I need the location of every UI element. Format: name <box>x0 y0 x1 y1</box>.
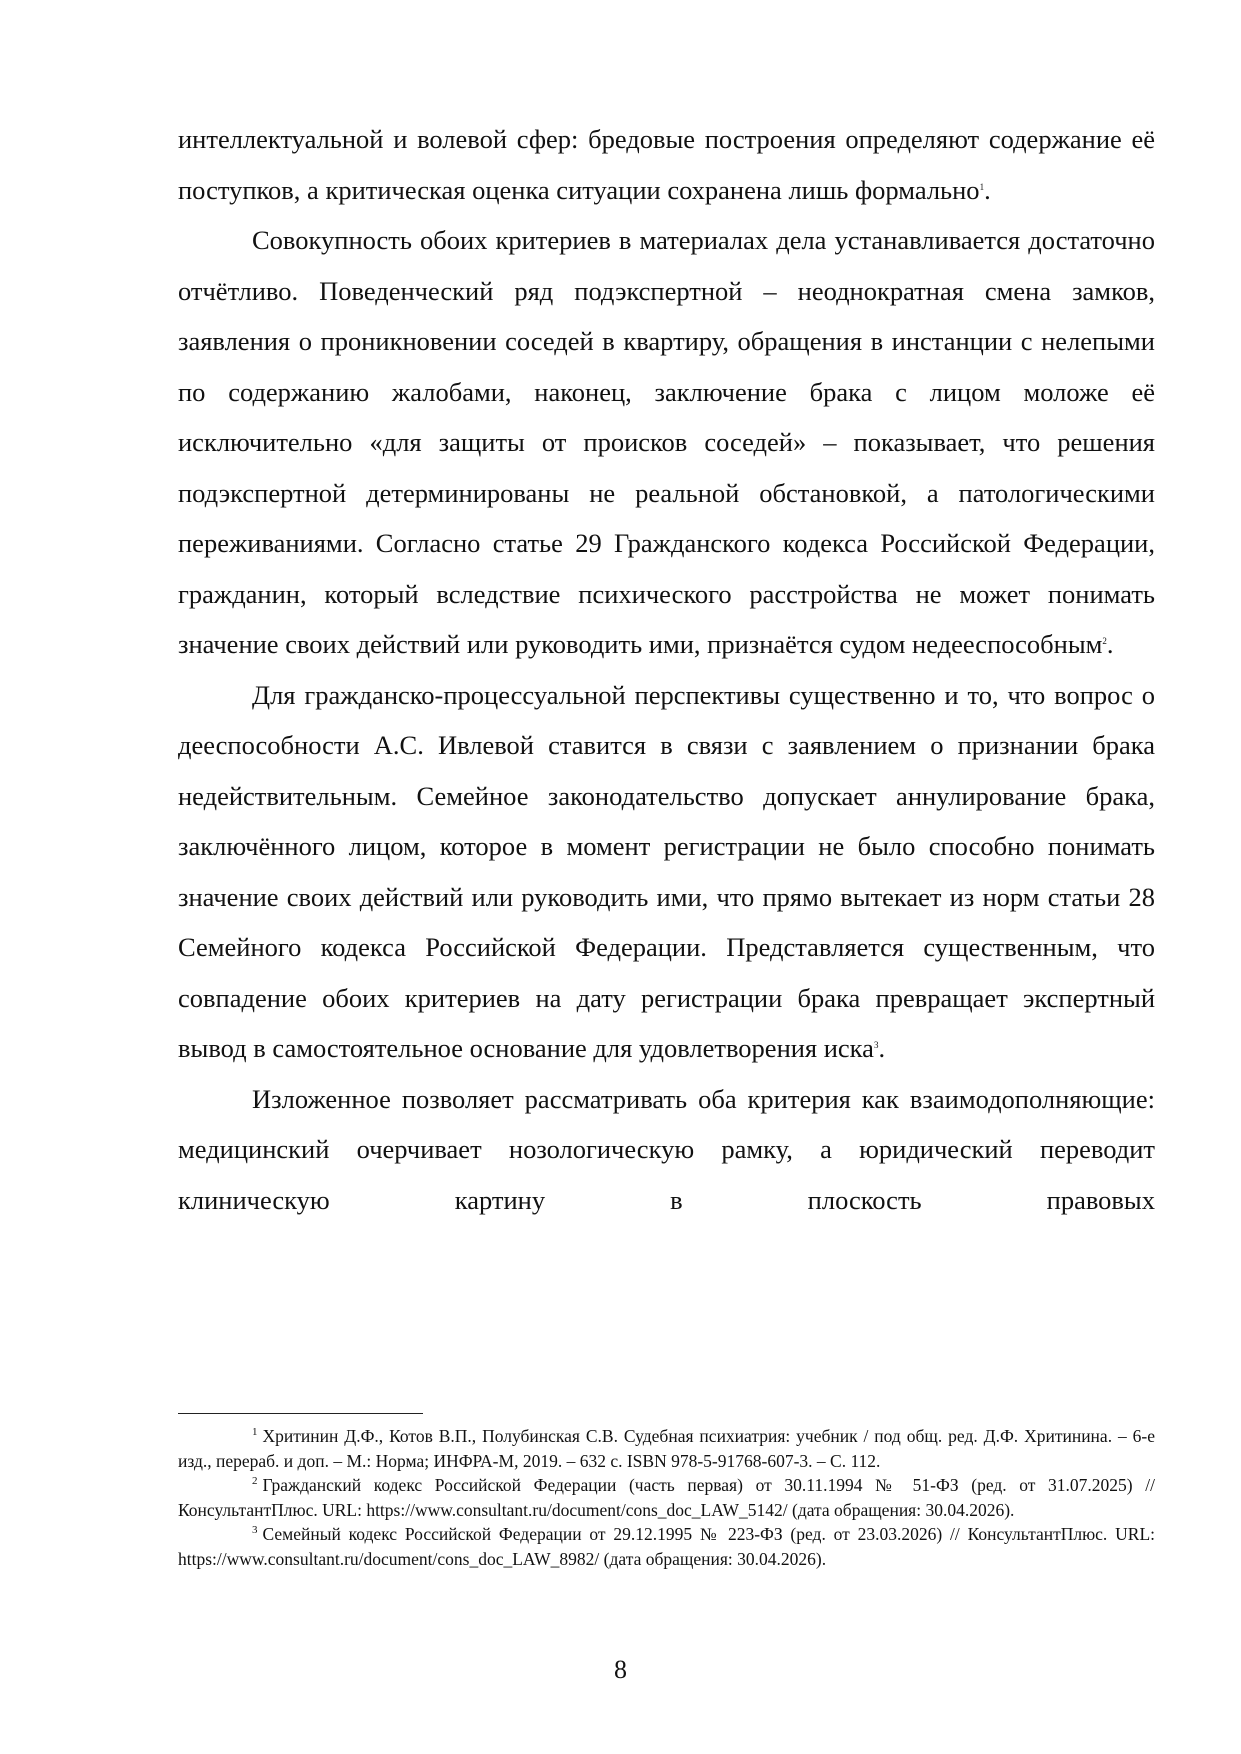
footnote-ref[interactable]: 1 <box>979 181 985 192</box>
footnote <box>178 1522 1155 1571</box>
paragraph-tail: . <box>1106 629 1114 659</box>
footnote-text: Гражданский кодекс Российской Федерации (часть первая) от 30.11.1994 № 51-ФЗ (ред. от 31.07.2025) // КонсультантПлюс. URL: https://www.consultant.ru/document/cons_doc_LAW_5142/ (дата обращения: 30.04.2026). <box>178 1475 1155 1520</box>
paragraph <box>178 215 1155 670</box>
page-number: 8 <box>614 1655 627 1684</box>
paragraph <box>178 1074 1155 1226</box>
paragraph-text: Изложенное позволяет рассматривать оба критерия как взаимодополняющие: медицинский очерчивает нозологическую рамку, а юридический переводит клиническую картину в плоскость правовых <box>178 1083 1155 1215</box>
footnote <box>178 1424 1155 1473</box>
footnote-number: 2 <box>252 1475 258 1487</box>
footnote-text: Семейный кодекс Российской Федерации от 29.12.1995 № 223-ФЗ (ред. от 23.03.2026) // КонсультантПлюс. URL: https://www.consultant.ru/document/cons_doc_LAW_8982/ (дата обращения: 30.04.2026). <box>178 1524 1155 1569</box>
footnote-ref[interactable]: 2 <box>1102 636 1107 646</box>
footnote-number: 1 <box>252 1426 258 1438</box>
paragraph-text: интеллектуальной и волевой сфер: бредовые построения определяют содержание её поступков, а критическая оценка ситуации сохранена лишь формально <box>178 124 1155 205</box>
paragraph-continuation <box>178 114 1155 215</box>
body-text <box>178 114 1155 1225</box>
footnotes <box>178 1424 1155 1571</box>
footnote-text: Хритинин Д.Ф., Котов В.П., Полубинская С.В. Судебная психиатрия: учебник / под общ. ред. Д.Ф. Хритинина. – 6-е изд., перераб. и доп. – М.: Норма; ИНФРА-М, 2019. – 632 с. ISBN 978-5-91768-607-3. – С. 112. <box>178 1426 1155 1471</box>
footnote <box>178 1473 1155 1522</box>
footnote-separator <box>178 1413 423 1414</box>
paragraph-text: Совокупность обоих критериев в материалах дела устанавливается достаточно отчётливо. Поведенческий ряд подэкспертной – неоднократная смена замков, заявления о проникновении соседей в квартиру, обращения в инстанции с нелепыми по содержанию жалобами, наконец, заключение брака с лицом моложе её исключительно «для защиты от происков соседей» – показывает, что решения подэкспертной детерминированы не реальной обстановкой, а патологическими переживаниями. Согласно статье 29 Гражданского кодекса Российской Федерации, гражданин, который вследствие психического расстройства не может понимать значение своих действий или руководить ими, признаётся судом недееспособным <box>178 225 1155 659</box>
paragraph-tail: . <box>984 174 991 205</box>
paragraph-text: Для гражданско-процессуальной перспективы существенно и то, что вопрос о дееспособности А.С. Ивлевой ставится в связи с заявлением о признании брака недействительным. Семейное законодательство допускает аннулирование брака, заключённого лицом, которое в момент регистрации не было способно понимать значение своих действий или руководить ими, что прямо вытекает из норм статьи 28 Семейного кодекса Российской Федерации. Представляется существенным, что совпадение обоих критериев на дату регистрации брака превращает экспертный вывод в самостоятельное основание для удовлетворения иска <box>178 679 1155 1063</box>
footnote-ref[interactable]: 3 <box>873 1040 879 1050</box>
paragraph-tail: . <box>878 1033 886 1063</box>
paragraph <box>178 670 1155 1074</box>
footnote-number: 3 <box>252 1524 258 1536</box>
